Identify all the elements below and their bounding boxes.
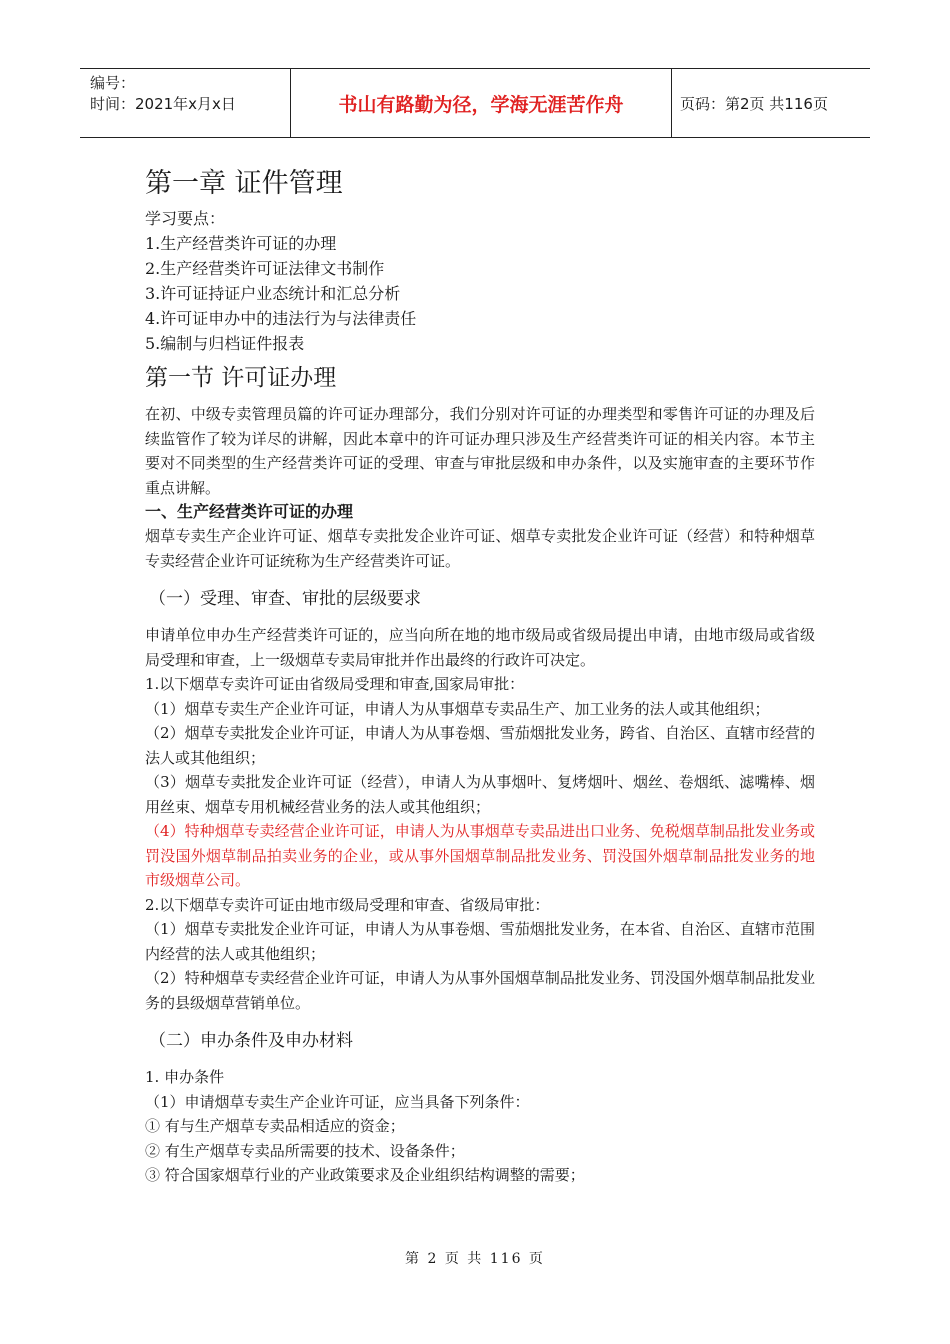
date-label: 时间：2021年x月x日 — [90, 95, 236, 113]
study-point-item: 3.许可证持证户业态统计和汇总分析 — [145, 284, 401, 303]
list2-title: 2.以下烟草专卖许可证由地市级局受理和审查、省级局审批： — [145, 895, 550, 914]
list1-item-highlighted: （4）特种烟草专卖经营企业许可证，申请人为从事烟草专卖品进出口业务、免税烟草制品批发业务或罚没国外烟草制品拍卖业务的企业，或从事外国烟草制品批发业务、罚没国外烟草制品批发业务的地市级烟草公司。 — [145, 822, 815, 889]
sub2-heading: （二）申办条件及申办材料 — [149, 1031, 353, 1051]
list1-item: （3）烟草专卖批发企业许可证（经营），申请人为从事烟叶、复烤烟叶、烟丝、卷烟纸、滤嘴棒、烟用丝束、烟草专用机械经营业务的法人或其他组织； — [145, 773, 815, 816]
list2-item: （1）烟草专卖批发企业许可证，申请人为从事卷烟、雪茄烟批发业务，在本省、自治区、直辖市范围内经营的法人或其他组织； — [145, 920, 815, 963]
sub2-item: （1）申请烟草专卖生产企业许可证，应当具备下列条件： — [145, 1092, 530, 1111]
study-point-item: 1.生产经营类许可证的办理 — [145, 234, 337, 253]
page-header — [80, 68, 870, 138]
study-points-label: 学习要点： — [145, 209, 226, 228]
list2-item: （2）特种烟草专卖经营企业许可证，申请人为从事外国烟草制品批发业务、罚没国外烟草制品批发业务的县级烟草营销单位。 — [145, 969, 815, 1012]
header-motto: 书山有路勤为径，学海无涯苦作舟 — [291, 69, 672, 137]
header-page-info: 页码：第2页 共116页 — [680, 94, 828, 113]
part1-heading: 一、生产经营类许可证的办理 — [145, 502, 354, 521]
sub2-item: ② 有生产烟草专卖品所需要的技术、设备条件； — [145, 1141, 465, 1160]
header-meta — [80, 69, 291, 137]
intro-paragraph: 在初、中级专卖管理员篇的许可证办理部分，我们分别对许可证的办理类型和零售许可证的办理及后续监管作了较为详尽的讲解，因此本章中的许可证办理只涉及生产经营类许可证的相关内容。本节主要对不同类型的生产经营类许可证的受理、审查与审批层级和申办条件，以及实施审查的主要环节作重点讲解。 — [145, 405, 815, 497]
list1-item: （2）烟草专卖批发企业许可证，申请人为从事卷烟、雪茄烟批发业务，跨省、自治区、直辖市经营的法人或其他组织； — [145, 724, 815, 767]
sub1-intro: 申请单位申办生产经营类许可证的，应当向所在地的地市级局或省级局提出申请，由地市级局或省级局受理和审查，上一级烟草专卖局审批并作出最终的行政许可决定。 — [145, 626, 815, 669]
sub2-item: ③ 符合国家烟草行业的产业政策要求及企业组织结构调整的需要； — [145, 1166, 585, 1184]
sub2-item: 1. 申办条件 — [145, 1068, 225, 1086]
document-body — [145, 162, 815, 1188]
sub2-item: ① 有与生产烟草专卖品相适应的资金； — [145, 1117, 405, 1135]
study-point-item: 2.生产经营类许可证法律文书制作 — [145, 259, 385, 278]
part1-description: 烟草专卖生产企业许可证、烟草专卖批发企业许可证、烟草专卖批发企业许可证（经营）和特种烟草专卖经营企业许可证统称为生产经营类许可证。 — [145, 527, 815, 570]
study-point-item: 5.编制与归档证件报表 — [145, 334, 305, 353]
page-footer: 第 2 页 共 116 页 — [405, 1251, 545, 1267]
study-point-item: 4.许可证申办中的违法行为与法律责任 — [145, 309, 417, 328]
sub1-heading: （一）受理、审查、审批的层级要求 — [149, 589, 421, 609]
list1-title: 1.以下烟草专卖许可证由省级局受理和审查,国家局审批： — [145, 675, 525, 693]
section-title: 第一节 许可证办理 — [145, 365, 337, 391]
chapter-title: 第一章 证件管理 — [145, 168, 343, 199]
list1-item: （1）烟草专卖生产企业许可证，申请人为从事烟草专卖品生产、加工业务的法人或其他组织； — [145, 699, 770, 718]
number-label: 编号： — [90, 74, 136, 92]
